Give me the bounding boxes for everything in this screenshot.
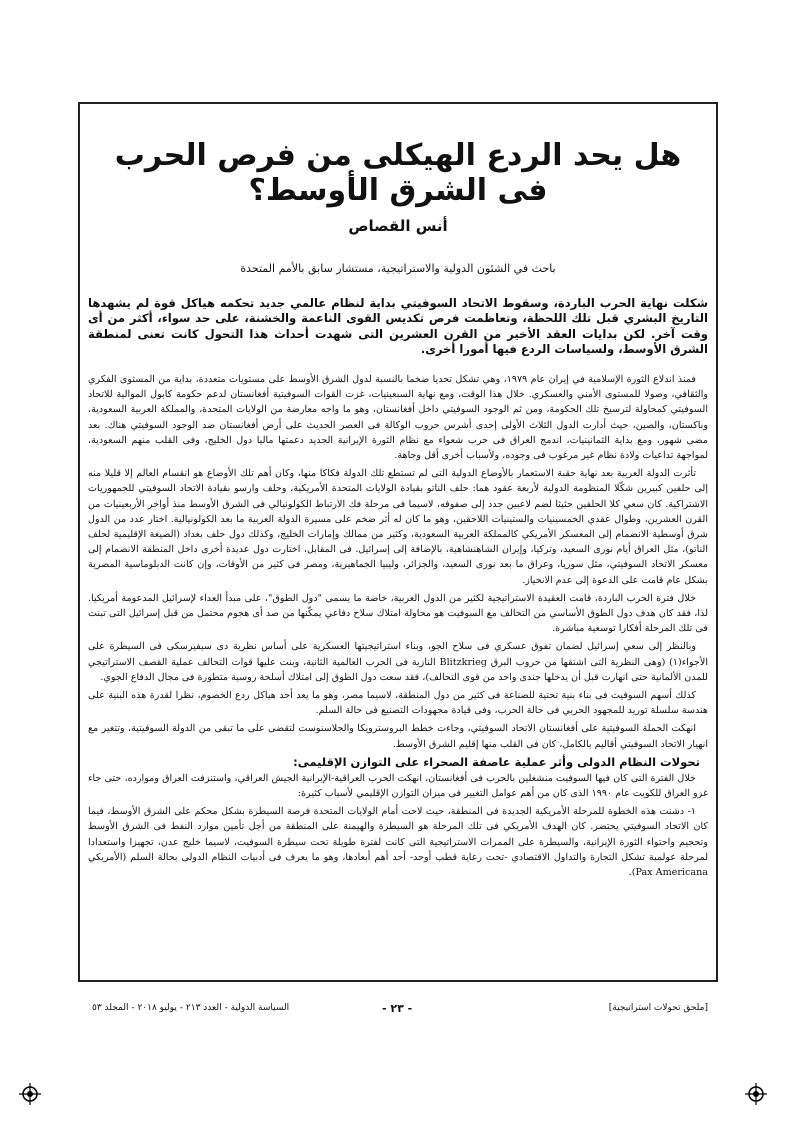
author-name: أنس القصاص bbox=[348, 217, 448, 235]
body-paragraph: انهكت الحملة السوفيتية على أفغانستان الاتحاد السوفيتي، وجاءت خطط البروسترويكا والجلاسنوست لتقضى على ما تبقى من الدولة السوفيتية، وتتغير مع انهيار الاتحاد السوفيتي أقاليم بالكامل، كان فى القلب منها إقليم الشرق الأوسط. bbox=[88, 723, 708, 750]
page-footer bbox=[92, 1003, 708, 1019]
supplement-label: [ملحق تحولات استراتيجية] bbox=[608, 1003, 708, 1013]
registration-mark-icon bbox=[745, 1083, 767, 1105]
registration-mark-icon bbox=[19, 1083, 41, 1105]
article-title: هل يحد الردع الهيكلى من فرص الحرب فى الشرق الأوسط؟ bbox=[114, 138, 682, 208]
author-affiliation: باحث في الشئون الدولية والاستراتيجية، مستشار سابق بالأمم المتحدة bbox=[240, 262, 556, 275]
lead-paragraph: شكلت نهاية الحرب الباردة، وسقوط الاتحاد السوفيتي بداية لنظام عالمي جديد تحكمه هياكل قوة لم يشهدها التاريخ البشري قبل تلك اللحظة، وتعاظمت فرص تكديس القوى الناعمة والخشنة، على حد سواء، أكثر من أى وقت آخر. لكن بدايات العقد الأخير من القرن العشرين التى شهدت أحداث هذا التحول كانت تعنى لمنطقة الشرق الأوسط، ولسياسات الردع فيها أمورا أخرى. bbox=[88, 296, 708, 357]
body-paragraph: خلال فترة الحرب الباردة، قامت العقيدة الاستراتيجية لكثير من الدول العربية، خاصة ما يسمى "دول الطوق"، على مبدأ العداء لإسرائيل المدعومة أمريكيا. لذا، فقد كان هدف دول الطوق الأساسي من التحالف مع السوفيت هو محاولة امتلاك سلاح دفاعي يمكّنها من صد أى هجوم محتمل من قبل إسرائيل التى تبنت فى تلك المرحلة أفكارا توسعية مباشرة. bbox=[88, 592, 708, 635]
body-paragraph: فمنذ اندلاع الثورة الإسلامية في إيران عام ١٩٧٩، وهي تشكل تحديا ضخما بالنسبة لدول الشرق الأوسط على مستويات متعددة، بداية من المستوى الفكري والثقافي، وصولا للمستوى الأمني والعسكري. خلال هذا الوقت، ومع نهاية السبعينيات، غزت القوات السوفيتية أفغانستان لدعم حكومة كابول الموالية للاتحاد السوفيتي كمحاولة لترسيخ تلك الحكومة، ومن ثم الوجود السوفيتي داخل أفغانستان، وهو ما واجه معارضة من الولايات المتحدة، والمملكة العربية السعودية، وباكستان، والصين، حيث أدارت الدول الثلاث الأولى إحدى أشرس حروب الوكالة فى العصر الحديث على أرض أفغانستان ضد الوجود السوفيتي هناك. بعد مضى شهور، ومع بداية الثمانينيات، اندمج العراق فى حرب شعواء مع نظام الثورة الإيرانية الجديد دعمتها ماليا دول الخليج، وفى القلب منهم السعودية، لمواجهة تداعيات ولادة نظام غير مرغوب فى وجوده، ولأسباب أخرى أقل وجاهة. bbox=[88, 374, 708, 462]
body-paragraph: تأثرت الدولة العربية بعد نهاية حقبة الاستعمار بالأوضاع الدولية التى لم تستطع تلك الدولة فكاكا منها، وكان أهم تلك الأوضاع هو انقسام العالم إلا قليلا منه إلى حلفين كبيرين شكّلا المنظومة الدولية لأربعة عقود هما: حلف الناتو بقيادة الولايات المتحدة الأمريكية، وحلف وارسو بقيادة الاتحاد السوفيتي للجمهوريات الاشتراكية. كان سعي كلا الحلفين حثيثا لضم لاعبين جدد إلى صفوفه، لاسيما فى مرحلة فك الارتباط الكولونيالي فى الشرق الأوسط منذ أواخر الأربعينيات من القرن العشرين، وطوال عقدي الخمسينيات والستينيات اللاحقين، وهو ما كان له أثر ضخم على مسيرة الدولة العربية ما بعد الكولونيالية. اختار عدد من الدول شرق أوسطية الانضمام إلى المعسكر الأمريكي كالمملكة العربية السعودية، وكثير من ممالك وإمارات الخليج، وكذلك دول حلف بغداد (الصيغة الإقليمية لحلف الناتو)، مثل العراق أيام نورى السعيد، وتركيا، وإيران الشاهنشاهية، بالإضافة إلى إسرائيل. فى المقابل، اختارت دول عديدة أخرى داخل المنطقة الانضمام إلى معسكر الاتحاد السوفيتي، مثل سوريا، وعراق ما بعد نورى السعيد، والجزائر، وليبيا الجماهيرية، ومصر فى كثير من الأوقات، وإن كانت الدبلوماسية المصرية بشكل عام قامت على الدعوة إلى عدم الانحياز. bbox=[88, 468, 708, 586]
body-paragraph: وبالنظر إلى سعي إسرائيل لضمان تفوق عسكري فى سلاح الجو، وبناء استراتيجيتها العسكرية على أساس نظرية دى سيفيرسكى فى السيطرة على الأجواء(١) (وهى النظرية التى اشتقها من حروب البرق Blitzkrieg النازية فى الحرب العالمية الثانية، وبنت عليها قوات التحالف عملية القصف الاستراتيجي للمدن الألمانية حتى انهارت قبل أن يدخلها جندى واحد من قوى التحالف)، فقد سعت دول الطوق إلى امتلاك أسلحة روسية متطورة فى مجال الدفاع الجوي. bbox=[88, 641, 708, 683]
page-number: - ٢٣ - bbox=[382, 1002, 413, 1015]
body-paragraph: خلال الفترة التى كان فيها السوفيت منشغلين بالحرب فى أفغانستان، انهكت الحرب العراقية-الإيرانية الجيش العراقي، واستنزفت العراق وموارده، حتى جاء غزو العراق للكويت عام ١٩٩٠ الذى كان من أهم عوامل التغيير فى ميزان التوازن الإقليمي لأسباب كثيرة: bbox=[88, 772, 708, 800]
section-heading: تحولات النظام الدولى وأثر عملية عاصفة الصحراء على التوازن الإقليمى: bbox=[293, 754, 700, 769]
journal-info: السياسة الدولية - العدد ٢١٣ - يوليو ٢٠١٨ - المجلد ٥٣ bbox=[92, 1003, 290, 1013]
body-paragraph: ١- دشنت هذه الخطوة للمرحلة الأمريكية الجديدة فى المنطقة، حيث لاحت أمام الولايات المتحدة فرصة السيطرة بشكل محكم على الشرق الأوسط، فيما كان الاتحاد السوفيتي يحتضر. كان الهدف الأمريكي فى تلك المرحلة هو السيطرة والهيمنة على المنطقة من أجل تأمين موارد النفط فى الشرق الأوسط وتحجيم واحتواء الثورة الإيرانية، والسيطرة على الممرات الاستراتيجية التى كانت لفترة طويلة تحت سيطرة السوفيت، لاسيما خليج عدن، تجهيزا واستعدادا لمرحلة عولمية تشكل التجارة والتداول الاقتصادي -تحت رعاية قطب أوحد- أحد أهم أبعادها، وهو ما يعرف فى أدبيات النظام الدولى بحالة السلم (الأمريكي Pax Americana). bbox=[88, 806, 708, 879]
article-body bbox=[88, 372, 708, 883]
body-paragraph: كذلك أسهم السوفيت فى بناء بنية تحتية للصناعة فى كثير من دول المنطقة، لاسيما مصر، وهو ما يعد أحد هياكل ردع الخصوم، نظرا لقدرة هذه البنية على هندسة سلسلة توريد للمجهود الحربي فى حالة الحرب، وفى قيادة مجهودات التصنيع فى حالة السلم. bbox=[88, 690, 708, 717]
